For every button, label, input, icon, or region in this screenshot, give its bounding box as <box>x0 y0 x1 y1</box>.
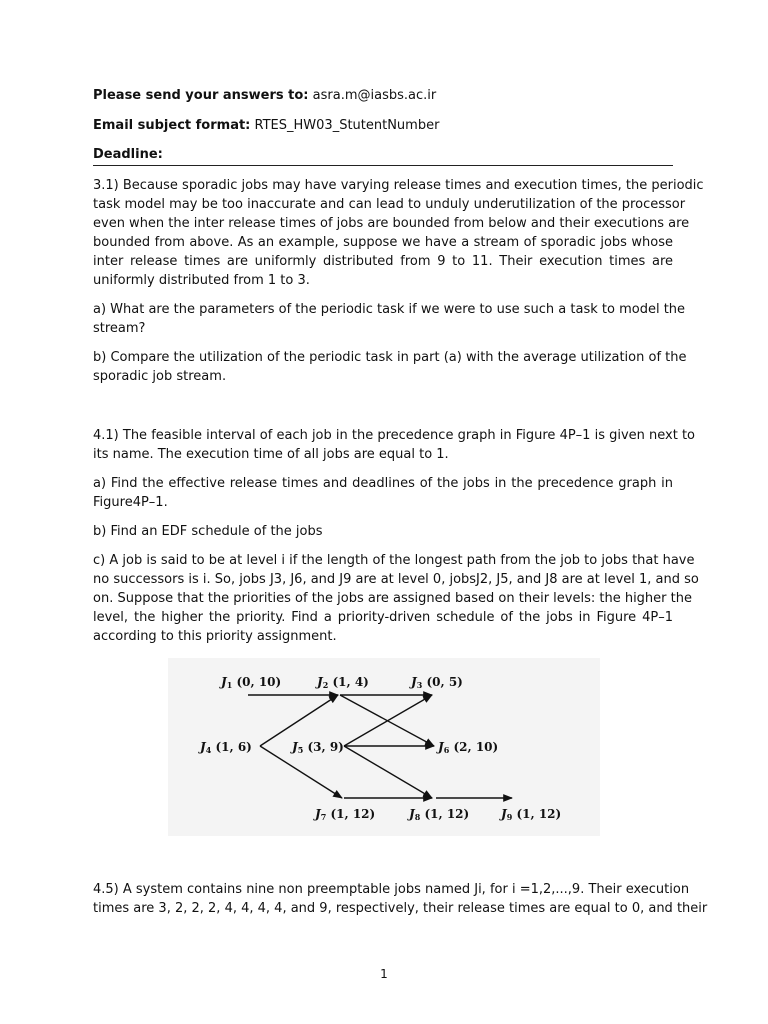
q31-line: task model may be too inaccurate and can lead to unduly underutilization of the processor <box>93 197 686 212</box>
q31a-line: stream? <box>93 321 146 336</box>
node-sub: 8 <box>414 812 421 822</box>
deadline-label: Deadline: <box>93 147 163 162</box>
node-sub: 4 <box>205 745 212 755</box>
deadline-line <box>93 147 673 163</box>
q41a-line: a) Find the effective release times and deadlines of the jobs in the precedence graph in <box>93 476 673 491</box>
q31-line: 3.1) Because sporadic jobs may have varying release times and execution times, the periodic <box>93 178 704 193</box>
q41a-line: Figure4P–1. <box>93 495 168 510</box>
node-interval: (1, 12) <box>512 807 562 821</box>
q31-line: inter release times are uniformly distributed from 9 to 11. Their execution times are <box>93 254 673 269</box>
node-interval: (1, 6) <box>211 740 252 754</box>
page-number: 1 <box>380 967 388 981</box>
node-J2: $J_2$ (1, 4) <box>317 675 369 690</box>
q45-line: 4.5) A system contains nine non preemptable jobs named Ji, for i =1,2,...,9. Their execution <box>93 882 690 897</box>
node-J6: $J_6$ (2, 10) <box>438 740 499 755</box>
email-address[interactable]: asra.m@iasbs.ac.ir <box>308 88 437 103</box>
q41c-line: on. Suppose that the priorities of the jobs are assigned based on their levels: the higher the <box>93 591 692 606</box>
q41b-line: b) Find an EDF schedule of the jobs <box>93 524 323 539</box>
q45-line: times are 3, 2, 2, 2, 4, 4, 4, 4, and 9, respectively, their release times are equal to 0, and their <box>93 901 708 916</box>
subject-format-value: RTES_HW03_StutentNumber <box>250 118 440 133</box>
q41c-line: according to this priority assignment. <box>93 629 337 644</box>
q31-line: even when the inter release times of jobs are bounded from below and their executions are <box>93 216 690 231</box>
node-interval: (0, 10) <box>232 675 282 689</box>
node-J4: $J_4$ (1, 6) <box>200 740 252 755</box>
node-interval: (2, 10) <box>449 740 499 754</box>
node-interval: (1, 4) <box>328 675 369 689</box>
edge-J5-J8 <box>344 746 432 798</box>
node-sub: 3 <box>416 680 423 690</box>
node-J5: $J_5$ (3, 9) <box>292 740 344 755</box>
node-interval: (0, 5) <box>422 675 463 689</box>
node-sub: 6 <box>443 745 450 755</box>
q41-intro-line: 4.1) The feasible interval of each job in the precedence graph in Figure 4P–1 is given next to <box>93 428 696 443</box>
q31a-line: a) What are the parameters of the periodic task if we were to use such a task to model the <box>93 302 686 317</box>
q31b-line: sporadic job stream. <box>93 369 227 384</box>
node-interval: (1, 12) <box>420 807 470 821</box>
node-interval: (3, 9) <box>303 740 344 754</box>
send-answers-line <box>93 88 673 104</box>
node-J3: $J_3$ (0, 5) <box>411 675 463 690</box>
header-divider <box>93 165 673 166</box>
node-sub: 9 <box>506 812 513 822</box>
node-interval: (1, 12) <box>326 807 376 821</box>
q31-line: uniformly distributed from 1 to 3. <box>93 273 310 288</box>
q41-intro-line: its name. The execution time of all jobs are equal to 1. <box>93 447 449 462</box>
node-sub: 1 <box>226 680 233 690</box>
node-sub: 2 <box>322 680 329 690</box>
node-J9: $J_9$ (1, 12) <box>501 807 562 822</box>
node-J8: $J_8$ (1, 12) <box>409 807 470 822</box>
q31-line: bounded from above. As an example, suppose we have a stream of sporadic jobs whose <box>93 235 673 250</box>
node-sub: 5 <box>297 745 304 755</box>
q41c-line: no successors is i. So, jobs J3, J6, and J9 are at level 0, jobsJ2, J5, and J8 are at level 1, and so <box>93 572 699 587</box>
subject-format-line <box>93 118 673 134</box>
node-sub: 7 <box>320 812 327 822</box>
subject-format-label: Email subject format: <box>93 118 251 133</box>
edge-J4-J2 <box>260 695 338 746</box>
node-J7: $J_7$ (1, 12) <box>315 807 376 822</box>
q41c-line: c) A job is said to be at level i if the length of the longest path from the job to jobs that have <box>93 553 695 568</box>
q31b-line: b) Compare the utilization of the periodic task in part (a) with the average utilization of the <box>93 350 687 365</box>
precedence-graph-figure <box>168 658 600 836</box>
send-answers-label: Please send your answers to: <box>93 88 309 103</box>
node-J1: $J_1$ (0, 10) <box>221 675 282 690</box>
q41c-line: level, the higher the priority. Find a priority-driven schedule of the jobs in Figure 4P–1 <box>93 610 673 625</box>
